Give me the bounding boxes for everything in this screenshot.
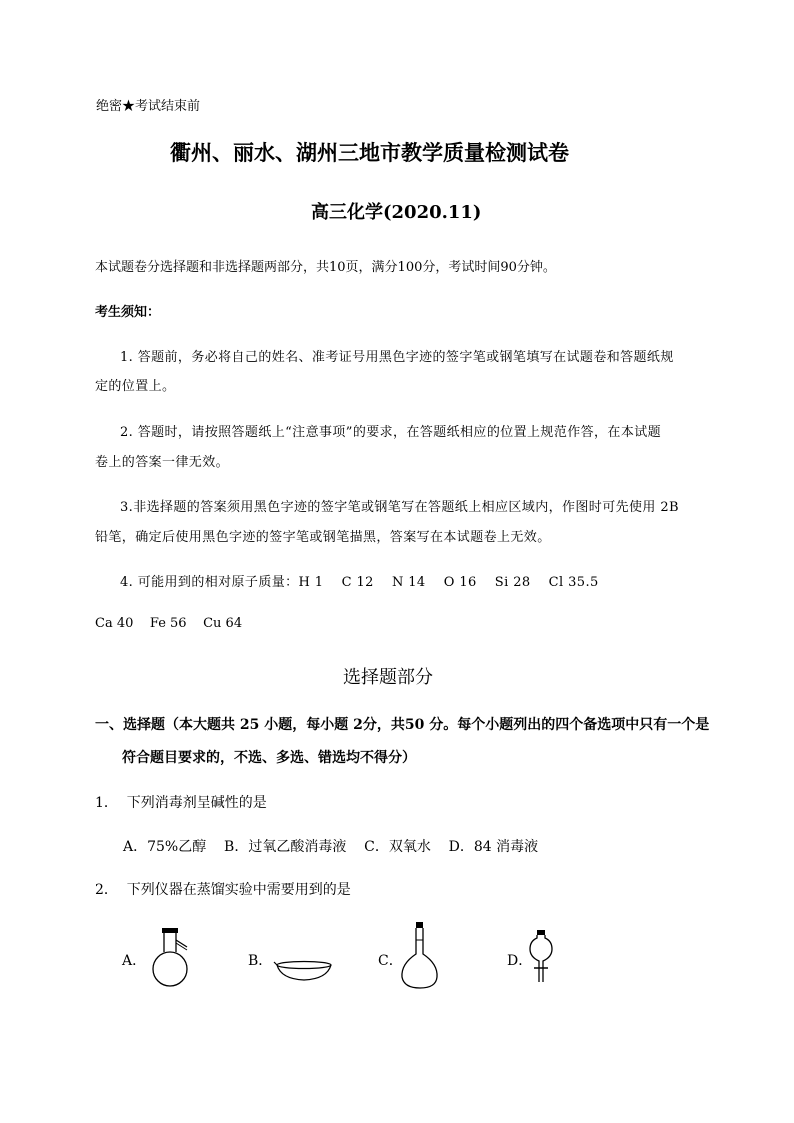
question-1-options: A．75%乙醇 B．过氧乙酸消毒液 C．双氧水 D．84 消毒液 xyxy=(123,839,539,855)
notice-item-4-cont: Ca 40 Fe 56 Cu 64 xyxy=(95,616,243,631)
section-title: 选择题部分 xyxy=(343,667,433,688)
intro-text: 本试题卷分选择题和非选择题两部分，共10页，满分100分，考试时间90分钟。 xyxy=(95,260,556,275)
notice-item-1-cont: 定的位置上。 xyxy=(95,379,176,394)
notice-item-2: 2. 答题时，请按照答题纸上“注意事项”的要求，在答题纸相应的位置上规范作答，在本试题 xyxy=(120,425,662,440)
option-a-label: A． xyxy=(122,953,147,969)
notice-item-4: 4. 可能用到的相对原子质量：H 1 C 12 N 14 O 16 Si 28 Cl 35.5 xyxy=(120,575,599,590)
part1-heading: 一、选择题（本大题共 25 小题，每小题 2分，共50 分。每个小题列出的四个备选项中只有一个是 xyxy=(95,717,710,733)
notice-heading: 考生须知： xyxy=(95,305,161,320)
page-subtitle: 高三化学(2020.11) xyxy=(311,202,482,223)
question-2-stem: 2． 下列仪器在蒸馏实验中需要用到的是 xyxy=(95,882,351,898)
notice-item-2-cont: 卷上的答案一律无效。 xyxy=(95,455,230,470)
separatory-funnel-icon xyxy=(528,930,554,984)
option-c-label: C． xyxy=(378,953,403,969)
confidential-mark: 绝密★考试结束前 xyxy=(96,99,201,114)
question-1-stem: 1． 下列消毒剂呈碱性的是 xyxy=(95,795,267,811)
option-b-label: B． xyxy=(248,953,273,969)
notice-item-3-cont: 铅笔，确定后使用黑色字迹的签字笔或钢笔描黑，答案写在本试题卷上无效。 xyxy=(95,530,551,545)
evaporating-dish-icon xyxy=(275,958,333,982)
page-title: 衢州、丽水、湖州三地市教学质量检测试卷 xyxy=(170,140,569,165)
notice-item-3: 3.非选择题的答案须用黑色字迹的签字笔或钢笔写在答题纸上相应区域内，作图时可先使用 2B xyxy=(120,500,679,515)
notice-item-1: 1. 答题前，务必将自己的姓名、准考证号用黑色字迹的签字笔或钢笔填写在试题卷和答题纸规 xyxy=(120,350,674,365)
part1-heading-cont: 符合题目要求的，不选、多选、错选均不得分） xyxy=(122,750,416,766)
option-d-label: D． xyxy=(507,953,533,969)
volumetric-flask-icon xyxy=(398,922,442,990)
distilling-flask-icon xyxy=(150,926,190,988)
